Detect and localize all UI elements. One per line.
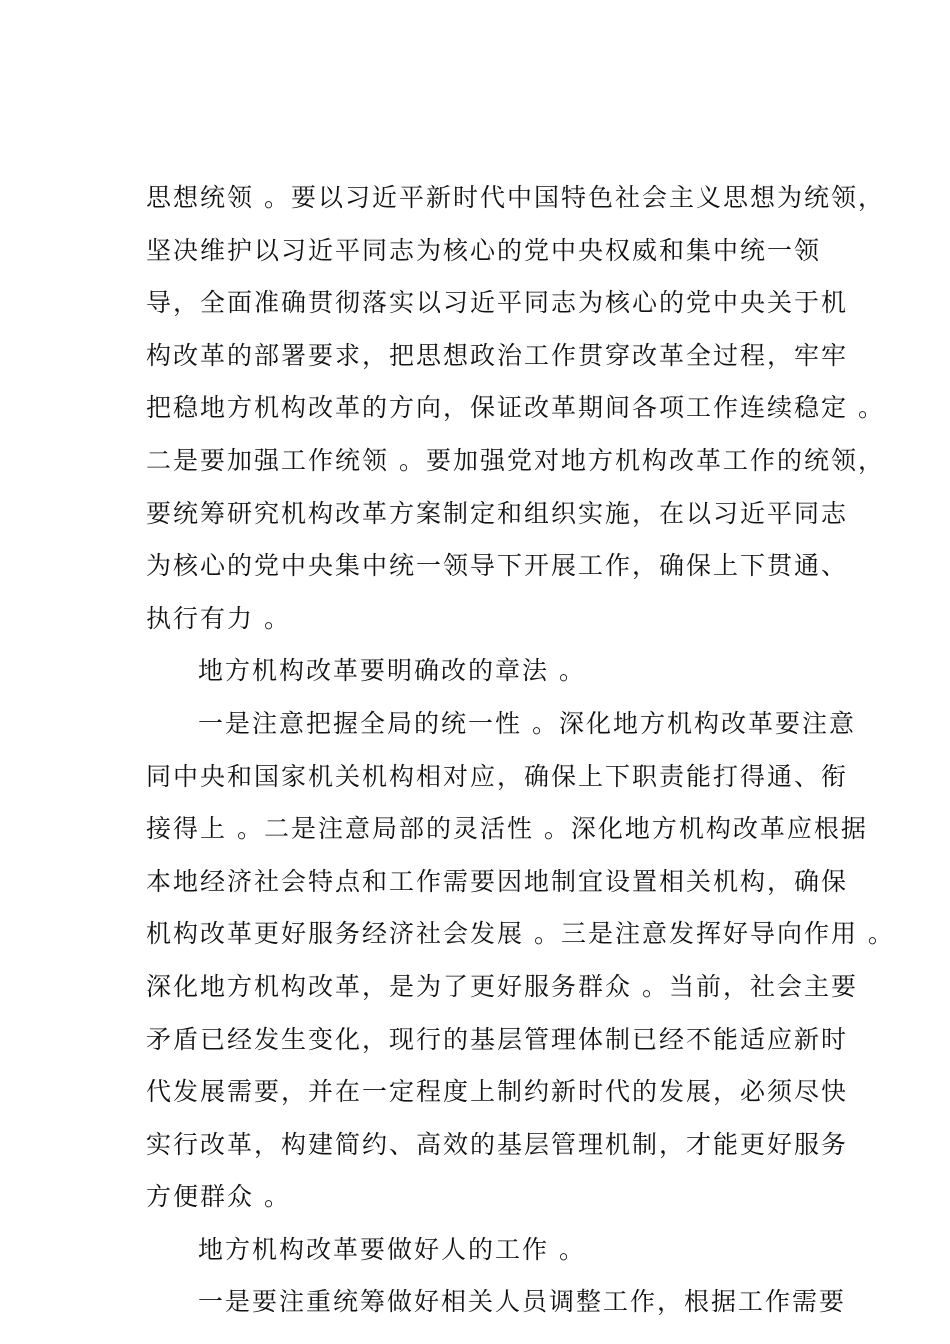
text-line: 坚决维护以习近平同志为核心的党中央权威和集中统一领 [146,235,822,265]
text-line: 思想统领 。要以习近平新时代中国特色社会主义思想为统领， [146,183,885,212]
text-line: 二是要加强工作统领 。要加强党对地方机构改革工作的统领， [146,445,885,475]
paragraph-start-line: 一是注意把握全局的统一性 。深化地方机构改革要注意 [198,708,856,738]
body-text [146,172,895,1329]
text-line: 导，全面准确贯彻落实以习近平同志为核心的党中央关于机 [146,288,849,318]
text-line: 机构改革更好服务经济社会发展 。三是注意发挥好导向作用 。 [146,919,895,949]
text-line: 要统筹研究机构改革方案制定和组织实施，在以习近平同志 [146,498,849,528]
section-heading: 地方机构改革要明确改的章法 。 [198,656,586,686]
text-line: 接得上 。二是注意局部的灵活性 。深化地方机构改革应根据 [146,814,868,844]
text-line: 矛盾已经发生变化，现行的基层管理体制已经不能适应新时 [146,1024,849,1054]
text-line: 深化地方机构改革，是为了更好服务群众 。当前，社会主要 [146,971,858,1001]
text-line: 同中央和国家机关机构相对应，确保上下职责能打得通、衔 [146,761,849,791]
text-line: 执行有力 。 [146,603,291,633]
text-line: 代发展需要，并在一定程度上制约新时代的发展，必须尽快 [146,1077,849,1107]
text-line: 为核心的党中央集中统一领导下开展工作，确保上下贯通、 [146,551,849,581]
section-heading: 地方机构改革要做好人的工作 。 [198,1234,586,1264]
text-line: 实行改革，构建简约、高效的基层管理机制，才能更好服务 [146,1129,849,1159]
paragraph-start-line: 一是要注重统筹做好相关人员调整工作，根据工作需要 [198,1287,847,1317]
text-line: 方便群众 。 [146,1182,291,1212]
text-line: 本地经济社会特点和工作需要因地制宜设置相关机构，确保 [146,866,849,896]
text-line: 把稳地方机构改革的方向，保证改革期间各项工作连续稳定 。 [146,393,885,423]
text-line: 构改革的部署要求，把思想政治工作贯穿改革全过程，牢牢 [146,340,849,370]
